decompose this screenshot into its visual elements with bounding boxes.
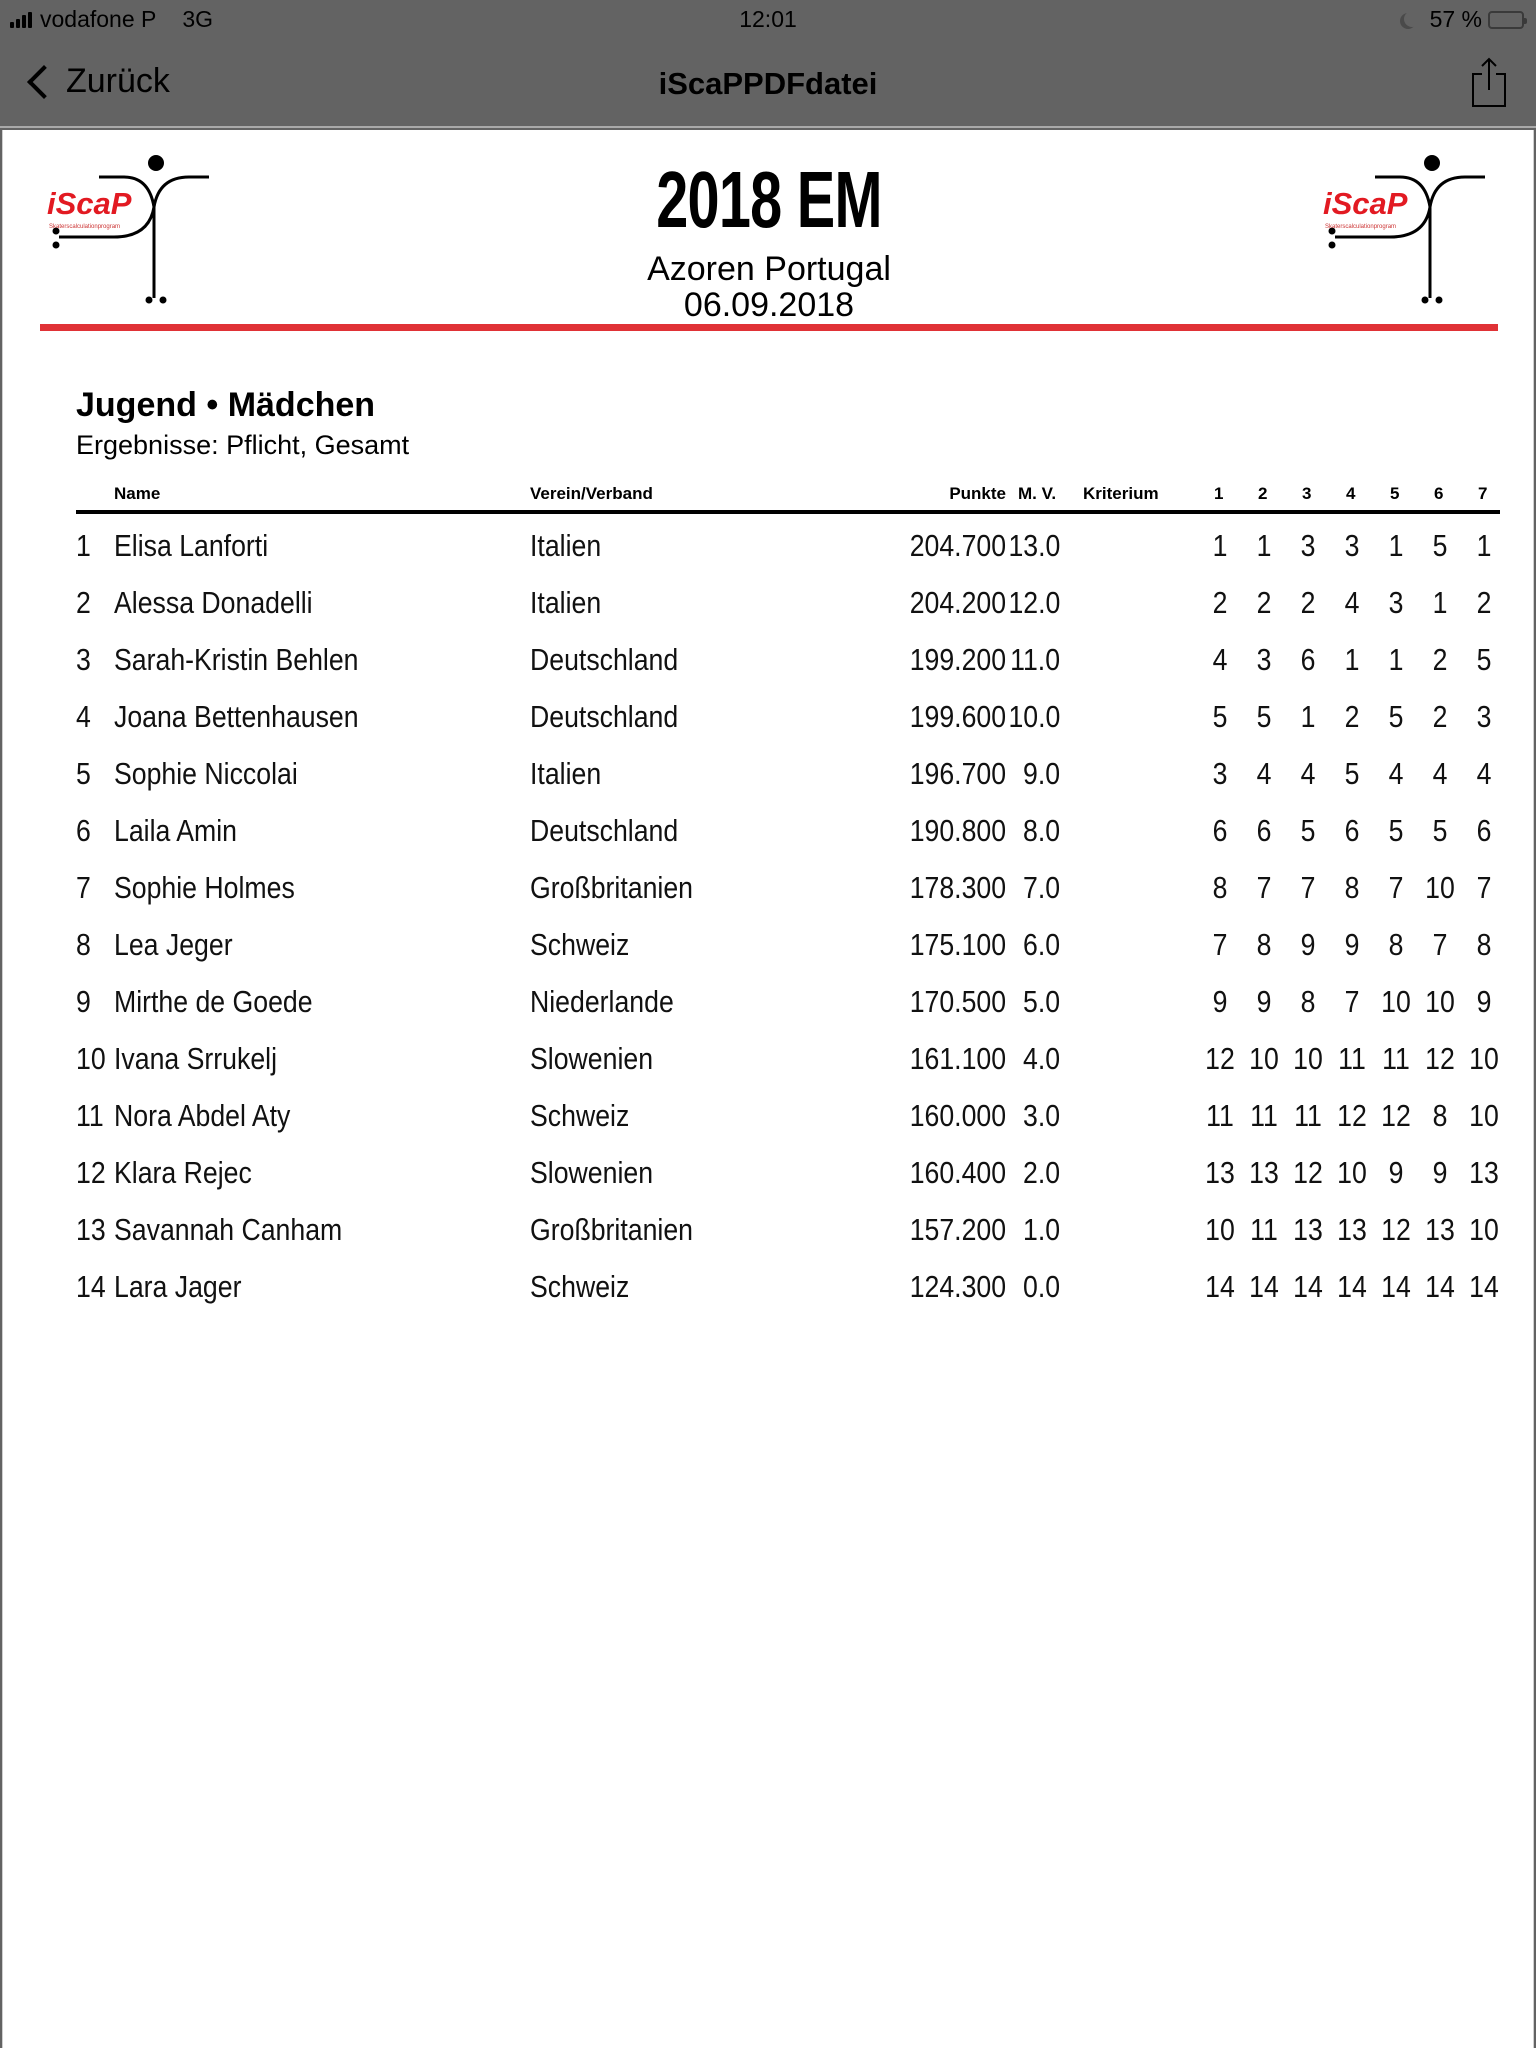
rank-cell: 6 bbox=[76, 813, 91, 848]
name-cell: Elisa Lanforti bbox=[114, 528, 269, 563]
judge-1-placement: 7 bbox=[1212, 927, 1228, 962]
name-cell: Savannah Canham bbox=[114, 1212, 343, 1247]
points-cell: 157.200 bbox=[909, 1212, 1006, 1247]
judge-4-placement: 1 bbox=[1344, 642, 1360, 677]
clock: 12:01 bbox=[739, 6, 797, 32]
club-cell: Schweiz bbox=[530, 927, 630, 962]
skater-figure-icon bbox=[1315, 152, 1485, 312]
network-label: 3G bbox=[182, 6, 214, 32]
points-cell: 160.000 bbox=[909, 1098, 1006, 1133]
event-location: Azoren Portugal bbox=[647, 250, 891, 288]
name-cell: Joana Bettenhausen bbox=[114, 699, 359, 734]
share-button[interactable] bbox=[1470, 56, 1508, 108]
club-cell: Italien bbox=[530, 528, 602, 563]
header-judge-7: 7 bbox=[1478, 484, 1488, 503]
name-cell: Laila Amin bbox=[114, 813, 238, 848]
judge-7-placement: 2 bbox=[1476, 585, 1492, 620]
iscap-logo-right bbox=[1315, 152, 1485, 312]
header-judge-4: 4 bbox=[1346, 484, 1356, 503]
rank-cell: 11 bbox=[76, 1098, 104, 1133]
rank-cell: 7 bbox=[76, 870, 91, 905]
table-row bbox=[76, 801, 1500, 858]
logo-text: iScaP bbox=[47, 186, 132, 221]
name-cell: Sophie Holmes bbox=[114, 870, 295, 905]
mv-cell: 12.0 bbox=[1008, 585, 1060, 620]
nav-title: iScaPPDFdatei bbox=[658, 66, 878, 101]
status-bar bbox=[0, 0, 1536, 42]
table-row bbox=[76, 573, 1500, 630]
judge-3-placement: 3 bbox=[1300, 528, 1316, 563]
mv-cell: 5.0 bbox=[1022, 984, 1060, 1019]
club-cell: Großbritanien bbox=[530, 1212, 693, 1247]
judge-2-placement: 14 bbox=[1249, 1269, 1279, 1304]
judge-1-placement: 10 bbox=[1205, 1212, 1235, 1247]
judge-1-placement: 3 bbox=[1212, 756, 1228, 791]
judge-7-placement: 9 bbox=[1476, 984, 1492, 1019]
header-judge-5: 5 bbox=[1390, 484, 1400, 503]
judge-1-placement: 2 bbox=[1212, 585, 1228, 620]
header-divider bbox=[40, 324, 1498, 331]
mv-cell: 4.0 bbox=[1022, 1041, 1060, 1076]
judge-2-placement: 8 bbox=[1256, 927, 1272, 962]
carrier-label: vodafone P bbox=[40, 6, 157, 32]
status-right bbox=[1398, 6, 1524, 33]
judge-3-placement: 2 bbox=[1300, 585, 1316, 620]
mv-cell: 6.0 bbox=[1022, 927, 1060, 962]
mv-cell: 7.0 bbox=[1022, 870, 1060, 905]
judge-6-placement: 14 bbox=[1425, 1269, 1455, 1304]
judge-6-placement: 2 bbox=[1432, 642, 1448, 677]
battery-percent: 57 % bbox=[1429, 6, 1482, 32]
name-cell: Lea Jeger bbox=[114, 927, 233, 962]
table-row bbox=[76, 972, 1500, 1029]
judge-3-placement: 14 bbox=[1293, 1269, 1323, 1304]
points-cell: 170.500 bbox=[909, 984, 1006, 1019]
name-cell: Klara Rejec bbox=[114, 1155, 252, 1190]
logo-subtext: Skaterscalculationprogram bbox=[1325, 224, 1397, 230]
rank-cell: 13 bbox=[76, 1212, 106, 1247]
judge-5-placement: 12 bbox=[1381, 1098, 1411, 1133]
name-cell: Mirthe de Goede bbox=[114, 984, 313, 1019]
battery-icon bbox=[1488, 11, 1524, 29]
judge-3-placement: 1 bbox=[1300, 699, 1316, 734]
rank-cell: 8 bbox=[76, 927, 91, 962]
points-cell: 161.100 bbox=[909, 1041, 1006, 1076]
rank-cell: 2 bbox=[76, 585, 91, 620]
judge-3-placement: 12 bbox=[1293, 1155, 1323, 1190]
mv-cell: 2.0 bbox=[1022, 1155, 1060, 1190]
judge-3-placement: 5 bbox=[1300, 813, 1316, 848]
judge-2-placement: 2 bbox=[1256, 585, 1272, 620]
logo-subtext: Skaterscalculationprogram bbox=[49, 224, 121, 230]
judge-5-placement: 4 bbox=[1388, 756, 1404, 791]
mv-cell: 9.0 bbox=[1022, 756, 1060, 791]
name-cell: Ivana Srrukelj bbox=[114, 1041, 277, 1076]
header-name: Name bbox=[114, 484, 161, 503]
points-cell: 196.700 bbox=[909, 756, 1006, 791]
judge-6-placement: 10 bbox=[1425, 984, 1455, 1019]
rank-cell: 14 bbox=[76, 1269, 106, 1304]
judge-3-placement: 4 bbox=[1300, 756, 1316, 791]
judge-7-placement: 1 bbox=[1476, 528, 1492, 563]
mv-cell: 8.0 bbox=[1022, 813, 1060, 848]
judge-2-placement: 13 bbox=[1249, 1155, 1279, 1190]
judge-4-placement: 4 bbox=[1344, 585, 1360, 620]
judge-3-placement: 11 bbox=[1294, 1098, 1322, 1133]
judge-2-placement: 4 bbox=[1256, 756, 1272, 791]
club-cell: Niederlande bbox=[530, 984, 674, 1019]
club-cell: Deutschland bbox=[530, 699, 679, 734]
points-cell: 124.300 bbox=[909, 1269, 1006, 1304]
share-icon bbox=[1470, 56, 1508, 108]
judge-5-placement: 5 bbox=[1388, 813, 1404, 848]
mv-cell: 0.0 bbox=[1022, 1269, 1060, 1304]
header-judge-6: 6 bbox=[1434, 484, 1444, 503]
header-judge-1: 1 bbox=[1214, 484, 1224, 503]
name-cell: Lara Jager bbox=[114, 1269, 242, 1304]
rank-cell: 4 bbox=[76, 699, 91, 734]
document-title: 2018 EM bbox=[656, 155, 882, 244]
judge-2-placement: 9 bbox=[1256, 984, 1272, 1019]
judge-4-placement: 12 bbox=[1337, 1098, 1367, 1133]
judge-6-placement: 2 bbox=[1432, 699, 1448, 734]
table-row bbox=[76, 687, 1500, 744]
judge-5-placement: 12 bbox=[1381, 1212, 1411, 1247]
judge-4-placement: 11 bbox=[1338, 1041, 1366, 1076]
judge-5-placement: 10 bbox=[1381, 984, 1411, 1019]
section-subtitle: Ergebnisse: Pflicht, Gesamt bbox=[76, 430, 410, 460]
judge-4-placement: 8 bbox=[1344, 870, 1360, 905]
judge-2-placement: 10 bbox=[1249, 1041, 1279, 1076]
judge-1-placement: 9 bbox=[1212, 984, 1228, 1019]
judge-7-placement: 8 bbox=[1476, 927, 1492, 962]
judge-6-placement: 1 bbox=[1432, 585, 1448, 620]
judge-3-placement: 7 bbox=[1300, 870, 1316, 905]
rank-cell: 5 bbox=[76, 756, 91, 791]
club-cell: Deutschland bbox=[530, 642, 679, 677]
club-cell: Schweiz bbox=[530, 1098, 630, 1133]
rank-cell: 3 bbox=[76, 642, 91, 677]
judge-7-placement: 7 bbox=[1476, 870, 1492, 905]
back-label: Zurück bbox=[66, 62, 170, 100]
judge-6-placement: 7 bbox=[1432, 927, 1448, 962]
table-body bbox=[76, 514, 1500, 1314]
club-cell: Slowenien bbox=[530, 1155, 654, 1190]
judge-5-placement: 9 bbox=[1388, 1155, 1404, 1190]
judge-3-placement: 6 bbox=[1300, 642, 1316, 677]
mv-cell: 3.0 bbox=[1022, 1098, 1060, 1133]
mv-cell: 10.0 bbox=[1008, 699, 1060, 734]
rank-cell: 1 bbox=[76, 528, 91, 563]
moon-icon bbox=[1404, 11, 1420, 27]
judge-1-placement: 11 bbox=[1206, 1098, 1234, 1133]
judge-6-placement: 8 bbox=[1432, 1098, 1448, 1133]
mv-cell: 11.0 bbox=[1010, 642, 1060, 677]
table-row bbox=[76, 744, 1500, 801]
points-cell: 190.800 bbox=[909, 813, 1006, 848]
judge-4-placement: 10 bbox=[1337, 1155, 1367, 1190]
table-header bbox=[76, 482, 1500, 514]
judge-7-placement: 4 bbox=[1476, 756, 1492, 791]
points-cell: 160.400 bbox=[909, 1155, 1006, 1190]
judge-4-placement: 3 bbox=[1344, 528, 1360, 563]
judge-2-placement: 3 bbox=[1256, 642, 1272, 677]
judge-6-placement: 13 bbox=[1425, 1212, 1455, 1247]
judge-2-placement: 7 bbox=[1256, 870, 1272, 905]
points-cell: 199.200 bbox=[909, 642, 1006, 677]
judge-2-placement: 6 bbox=[1256, 813, 1272, 848]
pdf-page bbox=[2, 130, 1534, 2048]
judge-1-placement: 1 bbox=[1212, 528, 1228, 563]
judge-6-placement: 5 bbox=[1432, 813, 1448, 848]
judge-6-placement: 4 bbox=[1432, 756, 1448, 791]
rank-cell: 10 bbox=[76, 1041, 106, 1076]
points-cell: 178.300 bbox=[909, 870, 1006, 905]
judge-7-placement: 10 bbox=[1469, 1212, 1499, 1247]
header-criterion: Kriterium bbox=[1083, 484, 1159, 503]
club-cell: Italien bbox=[530, 585, 602, 620]
judge-1-placement: 6 bbox=[1212, 813, 1228, 848]
table-row bbox=[76, 1029, 1500, 1086]
judge-1-placement: 8 bbox=[1212, 870, 1228, 905]
judge-2-placement: 5 bbox=[1256, 699, 1272, 734]
table-row bbox=[76, 858, 1500, 915]
header-club: Verein/Verband bbox=[530, 484, 653, 503]
judge-7-placement: 13 bbox=[1469, 1155, 1499, 1190]
table-row bbox=[76, 516, 1500, 573]
logo-text: iScaP bbox=[1323, 186, 1408, 221]
section-title: Jugend • Mädchen bbox=[76, 386, 376, 424]
club-cell: Slowenien bbox=[530, 1041, 654, 1076]
table-row bbox=[76, 1257, 1500, 1314]
judge-1-placement: 13 bbox=[1205, 1155, 1235, 1190]
points-cell: 204.200 bbox=[909, 585, 1006, 620]
judge-4-placement: 7 bbox=[1344, 984, 1360, 1019]
club-cell: Deutschland bbox=[530, 813, 679, 848]
name-cell: Sarah-Kristin Behlen bbox=[114, 642, 359, 677]
judge-6-placement: 10 bbox=[1425, 870, 1455, 905]
points-cell: 199.600 bbox=[909, 699, 1006, 734]
judge-5-placement: 5 bbox=[1388, 699, 1404, 734]
judge-5-placement: 8 bbox=[1388, 927, 1404, 962]
judge-3-placement: 10 bbox=[1293, 1041, 1323, 1076]
judge-7-placement: 14 bbox=[1469, 1269, 1499, 1304]
judge-2-placement: 11 bbox=[1250, 1212, 1278, 1247]
judge-3-placement: 9 bbox=[1300, 927, 1316, 962]
header-judge-2: 2 bbox=[1258, 484, 1268, 503]
judge-6-placement: 12 bbox=[1425, 1041, 1455, 1076]
judge-5-placement: 3 bbox=[1388, 585, 1404, 620]
judge-5-placement: 14 bbox=[1381, 1269, 1411, 1304]
header-mv: M. V. bbox=[1018, 484, 1057, 503]
judge-7-placement: 10 bbox=[1469, 1098, 1499, 1133]
judge-4-placement: 6 bbox=[1344, 813, 1360, 848]
judge-7-placement: 3 bbox=[1476, 699, 1492, 734]
points-cell: 204.700 bbox=[909, 528, 1006, 563]
club-cell: Großbritanien bbox=[530, 870, 693, 905]
judge-3-placement: 8 bbox=[1300, 984, 1316, 1019]
mv-cell: 1.0 bbox=[1022, 1212, 1060, 1247]
club-cell: Italien bbox=[530, 756, 602, 791]
judge-7-placement: 5 bbox=[1476, 642, 1492, 677]
judge-7-placement: 10 bbox=[1469, 1041, 1499, 1076]
points-cell: 175.100 bbox=[909, 927, 1006, 962]
judge-4-placement: 9 bbox=[1344, 927, 1360, 962]
judge-6-placement: 9 bbox=[1432, 1155, 1448, 1190]
table-row bbox=[76, 1086, 1500, 1143]
rank-cell: 9 bbox=[76, 984, 91, 1019]
club-cell: Schweiz bbox=[530, 1269, 630, 1304]
judge-1-placement: 5 bbox=[1212, 699, 1228, 734]
judge-1-placement: 14 bbox=[1205, 1269, 1235, 1304]
judge-4-placement: 5 bbox=[1344, 756, 1360, 791]
judge-3-placement: 13 bbox=[1293, 1212, 1323, 1247]
judge-1-placement: 12 bbox=[1205, 1041, 1235, 1076]
name-cell: Nora Abdel Aty bbox=[114, 1098, 291, 1133]
mv-cell: 13.0 bbox=[1008, 528, 1060, 563]
judge-6-placement: 5 bbox=[1432, 528, 1448, 563]
judge-1-placement: 4 bbox=[1212, 642, 1228, 677]
judge-4-placement: 13 bbox=[1337, 1212, 1367, 1247]
results-table bbox=[76, 482, 1500, 1314]
name-cell: Sophie Niccolai bbox=[114, 756, 298, 791]
judge-7-placement: 6 bbox=[1476, 813, 1492, 848]
header-points: Punkte bbox=[949, 484, 1006, 503]
judge-2-placement: 11 bbox=[1250, 1098, 1278, 1133]
judge-5-placement: 1 bbox=[1388, 528, 1404, 563]
name-cell: Alessa Donadelli bbox=[114, 585, 313, 620]
header-judge-3: 3 bbox=[1302, 484, 1312, 503]
judge-4-placement: 2 bbox=[1344, 699, 1360, 734]
judge-5-placement: 1 bbox=[1388, 642, 1404, 677]
judge-2-placement: 1 bbox=[1256, 528, 1272, 563]
rank-cell: 12 bbox=[76, 1155, 106, 1190]
table-row bbox=[76, 630, 1500, 687]
navigation-bar bbox=[0, 42, 1536, 128]
judge-4-placement: 14 bbox=[1337, 1269, 1367, 1304]
event-date: 06.09.2018 bbox=[683, 286, 855, 324]
judge-5-placement: 7 bbox=[1388, 870, 1404, 905]
table-row bbox=[76, 915, 1500, 972]
table-row bbox=[76, 1200, 1500, 1257]
judge-5-placement: 11 bbox=[1382, 1041, 1410, 1076]
table-row bbox=[76, 1143, 1500, 1200]
